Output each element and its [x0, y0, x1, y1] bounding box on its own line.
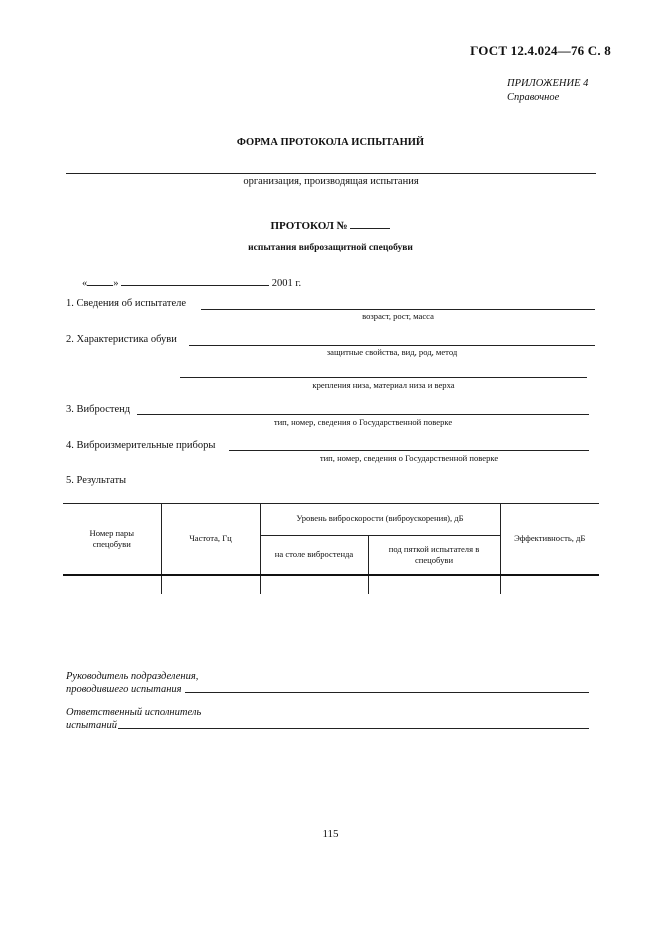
page-number: 115 [322, 828, 339, 840]
table-cell[interactable] [368, 574, 500, 594]
signature-responsible-line[interactable] [118, 728, 589, 729]
protocol-title-text: ПРОТОКОЛ № [270, 220, 348, 232]
item-instruments-label: 4. Виброизмерительные приборы [66, 440, 216, 451]
item-footwear-caption-2: крепления низа, материал низа и верха [312, 380, 455, 390]
item-stand-line[interactable] [137, 414, 589, 415]
protocol-number-field[interactable] [350, 218, 390, 229]
item-stand-label: 3. Вибростенд [66, 404, 131, 415]
table-cell[interactable] [63, 574, 161, 594]
item-footwear-caption: защитные свойства, вид, род, метод [326, 347, 458, 357]
date-close-quote: » [113, 278, 119, 289]
appendix-type: Справочное [507, 92, 560, 103]
appendix-label: ПРИЛОЖЕНИЕ 4 [507, 78, 589, 89]
signature-responsible-line1: Ответственный исполнитель [66, 707, 202, 718]
signature-responsible-line2: испытаний [66, 720, 117, 731]
item-stand-caption: тип, номер, сведения о Государственной поверке [273, 417, 453, 427]
protocol-date [82, 275, 301, 289]
date-year: 2001 г. [271, 278, 302, 289]
header-under-heel-text: под пяткой испытателя в спецобуви [388, 543, 480, 565]
organization-caption: организация, производящая испытания [243, 176, 419, 187]
header-pair-number-text: Номер пары спецобуви [89, 527, 135, 549]
signature-head-line[interactable] [185, 692, 589, 693]
header-pair-number [63, 503, 161, 574]
item-footwear-line-2[interactable] [180, 377, 587, 378]
date-month-field[interactable] [121, 275, 269, 286]
item-tester-caption: возраст, рост, масса [362, 311, 434, 321]
header-on-stand: на столе вибростенда [260, 535, 368, 574]
protocol-title [0, 218, 661, 232]
header-vibration-level: Уровень виброскорости (виброускорения), дБ [260, 503, 500, 535]
header-efficiency: Эффективность, дБ [500, 503, 599, 574]
organization-line[interactable] [66, 173, 596, 174]
date-day-field[interactable] [87, 275, 113, 286]
item-tester-label: 1. Сведения об испытателе [66, 298, 187, 309]
table-cell[interactable] [161, 574, 260, 594]
table-cell[interactable] [260, 574, 368, 594]
table-header-rule [63, 574, 599, 576]
item-footwear-line[interactable] [189, 345, 595, 346]
document-id: ГОСТ 12.4.024—76 С. 8 [470, 43, 611, 58]
form-title: ФОРМА ПРОТОКОЛА ИСПЫТАНИЙ [236, 137, 425, 148]
item-instruments-line[interactable] [229, 450, 589, 451]
signature-head-line1: Руководитель подразделения, [66, 671, 199, 682]
item-results-label: 5. Результаты [66, 475, 127, 486]
header-frequency: Частота, Гц [161, 503, 260, 574]
results-table [63, 503, 599, 594]
date-open-quote: « [82, 278, 88, 289]
protocol-subtitle: испытания виброзащитной спецобуви [248, 243, 413, 253]
header-under-heel [368, 535, 500, 574]
item-instruments-caption: тип, номер, сведения о Государственной поверке [319, 453, 499, 463]
table-cell[interactable] [500, 574, 599, 594]
item-footwear-label: 2. Характеристика обуви [66, 334, 177, 345]
item-tester-line[interactable] [201, 309, 595, 310]
signature-head-line2: проводившего испытания [66, 684, 182, 695]
